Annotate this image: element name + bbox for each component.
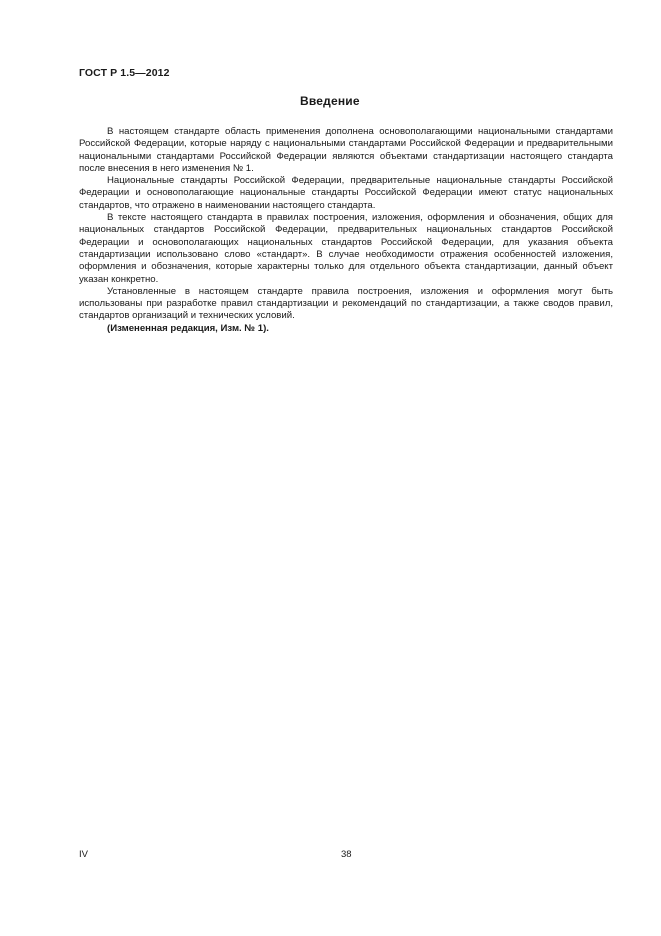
paragraph: Установленные в настоящем стандарте правила построения, изложения и оформления могут быть использованы при разработке правил стандартизации и рекомендаций по стандартизации, а также сводов правил, стандартов организаций и технических условий. xyxy=(79,285,613,322)
roman-page-number: IV xyxy=(79,849,88,860)
amendment-note: (Измененная редакция, Изм. № 1). xyxy=(107,322,269,334)
paragraph: В тексте настоящего стандарта в правилах построения, изложения, оформления и обозначения, общих для национальных стандартов Российской Федерации, предварительных национальных стандартов Российской Федерации и основополагающих национальных стандартов Российской Федерации, для указания объекта стандартизации использовано слово «стандарт». В случае необходимости отражения особенностей изложения, оформления и обозначения, которые характерны только для отдельного объекта стандартизации, данный объект указан конкретно. xyxy=(79,212,613,285)
paragraph: В настоящем стандарте область применения дополнена основополагающими национальными стандартами Российской Федерации, которые наряду с национальными стандартами Российской Федерации и предварительными национальными стандартами Российской Федерации являются объектами стандартизации настоящего стандарта после внесения в него изменения № 1. xyxy=(79,126,613,174)
page-number: 38 xyxy=(341,849,352,860)
section-title: Введение xyxy=(300,94,360,108)
document-code: ГОСТ Р 1.5—2012 xyxy=(79,67,170,79)
body-text xyxy=(79,126,613,335)
paragraph: Национальные стандарты Российской Федерации, предварительные национальные стандарты Российской Федерации и основополагающие национальные стандарты Российской Федерации имеют статус национальных стандартов, что отражено в наименовании настоящего стандарта. xyxy=(79,175,613,211)
